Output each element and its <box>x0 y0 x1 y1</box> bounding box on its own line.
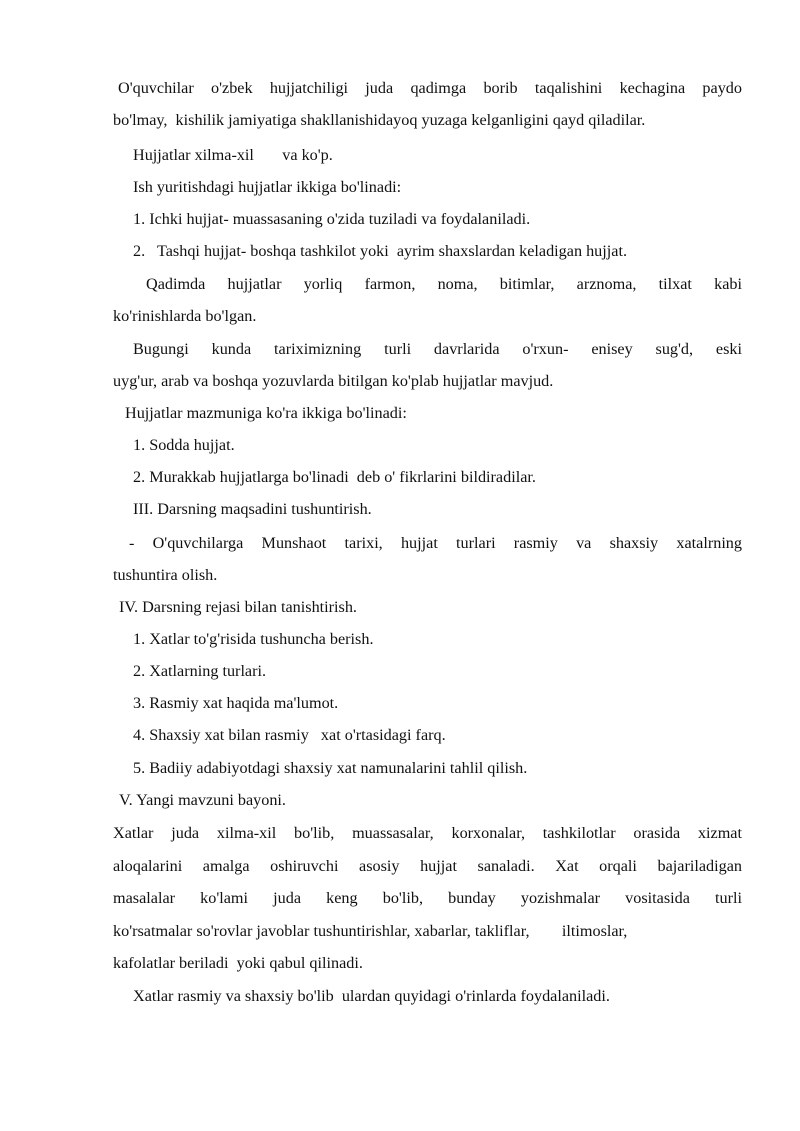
text-line: bo'lmay, kishilik jamiyatiga shakllanishidayoq yuzaga kelganligini qayd qiladilar. <box>113 111 646 129</box>
list-item: 4. Shaxsiy xat bilan rasmiy xat o'rtasidagi farq. <box>133 726 446 744</box>
text-line: Xatlar rasmiy va shaxsiy bo'lib ulardan quyidagi o'rinlarda foydalaniladi. <box>133 987 610 1005</box>
text-line: O'quvchilar o'zbek hujjatchiligi juda qadimga borib taqalishini kechagina paydo <box>118 79 742 97</box>
section-heading: III. Darsning maqsadini tushuntirish. <box>133 500 372 518</box>
list-item: 3. Rasmiy xat haqida ma'lumot. <box>133 694 339 712</box>
text-line: Ish yuritishdagi hujjatlar ikkiga bo'linadi: <box>133 178 402 196</box>
text-line: uyg'ur, arab va boshqa yozuvlarda bitilgan ko'plab hujjatlar mavjud. <box>113 372 554 390</box>
list-item: 5. Badiiy adabiyotdagi shaxsiy xat namunalarini tahlil qilish. <box>133 759 528 777</box>
text-line: Hujjatlar xilma-xil va ko'p. <box>133 146 333 164</box>
list-item: 2. Murakkab hujjatlarga bo'linadi deb o' fikrlarini bildiradilar. <box>133 468 536 486</box>
text-line: tushuntira olish. <box>113 566 218 584</box>
text-line: masalalar ko'lami juda keng bo'lib, bunday yozishmalar vositasida turli <box>113 889 742 907</box>
text-line: kafolatlar beriladi yoki qabul qilinadi. <box>113 954 363 972</box>
text-line: Hujjatlar mazmuniga ko'ra ikkiga bo'linadi: <box>125 404 407 422</box>
text-line: ko'rinishlarda bo'lgan. <box>113 307 257 325</box>
text-line: Bugungi kunda tariximizning turli davrlarida o'rxun- enisey sug'd, eski <box>133 340 742 358</box>
list-item: 2. Tashqi hujjat- boshqa tashkilot yoki ayrim shaxslardan keladigan hujjat. <box>133 242 627 260</box>
text-line: - O'quvchilarga Munshaot tarixi, hujjat turlari rasmiy va shaxsiy xatalrning <box>129 534 742 552</box>
text-line: ko'rsatmalar so'rovlar javoblar tushuntirishlar, xabarlar, takliflar, iltimoslar, <box>113 922 628 940</box>
text-line: Xatlar juda xilma-xil bo'lib, muassasalar, korxonalar, tashkilotlar orasida xizmat <box>113 824 742 842</box>
text-line: Qadimda hujjatlar yorliq farmon, noma, bitimlar, arznoma, tilxat kabi <box>146 275 742 293</box>
list-item: 1. Xatlar to'g'risida tushuncha berish. <box>133 630 374 648</box>
list-item: 2. Xatlarning turlari. <box>133 662 267 680</box>
section-heading: V. Yangi mavzuni bayoni. <box>119 791 286 809</box>
list-item: 1. Ichki hujjat- muassasaning o'zida tuziladi va foydalaniladi. <box>133 210 531 228</box>
text-line: aloqalarini amalga oshiruvchi asosiy hujjat sanaladi. Xat orqali bajariladigan <box>113 857 742 875</box>
section-heading: IV. Darsning rejasi bilan tanishtirish. <box>119 598 357 616</box>
list-item: 1. Sodda hujjat. <box>133 436 235 454</box>
